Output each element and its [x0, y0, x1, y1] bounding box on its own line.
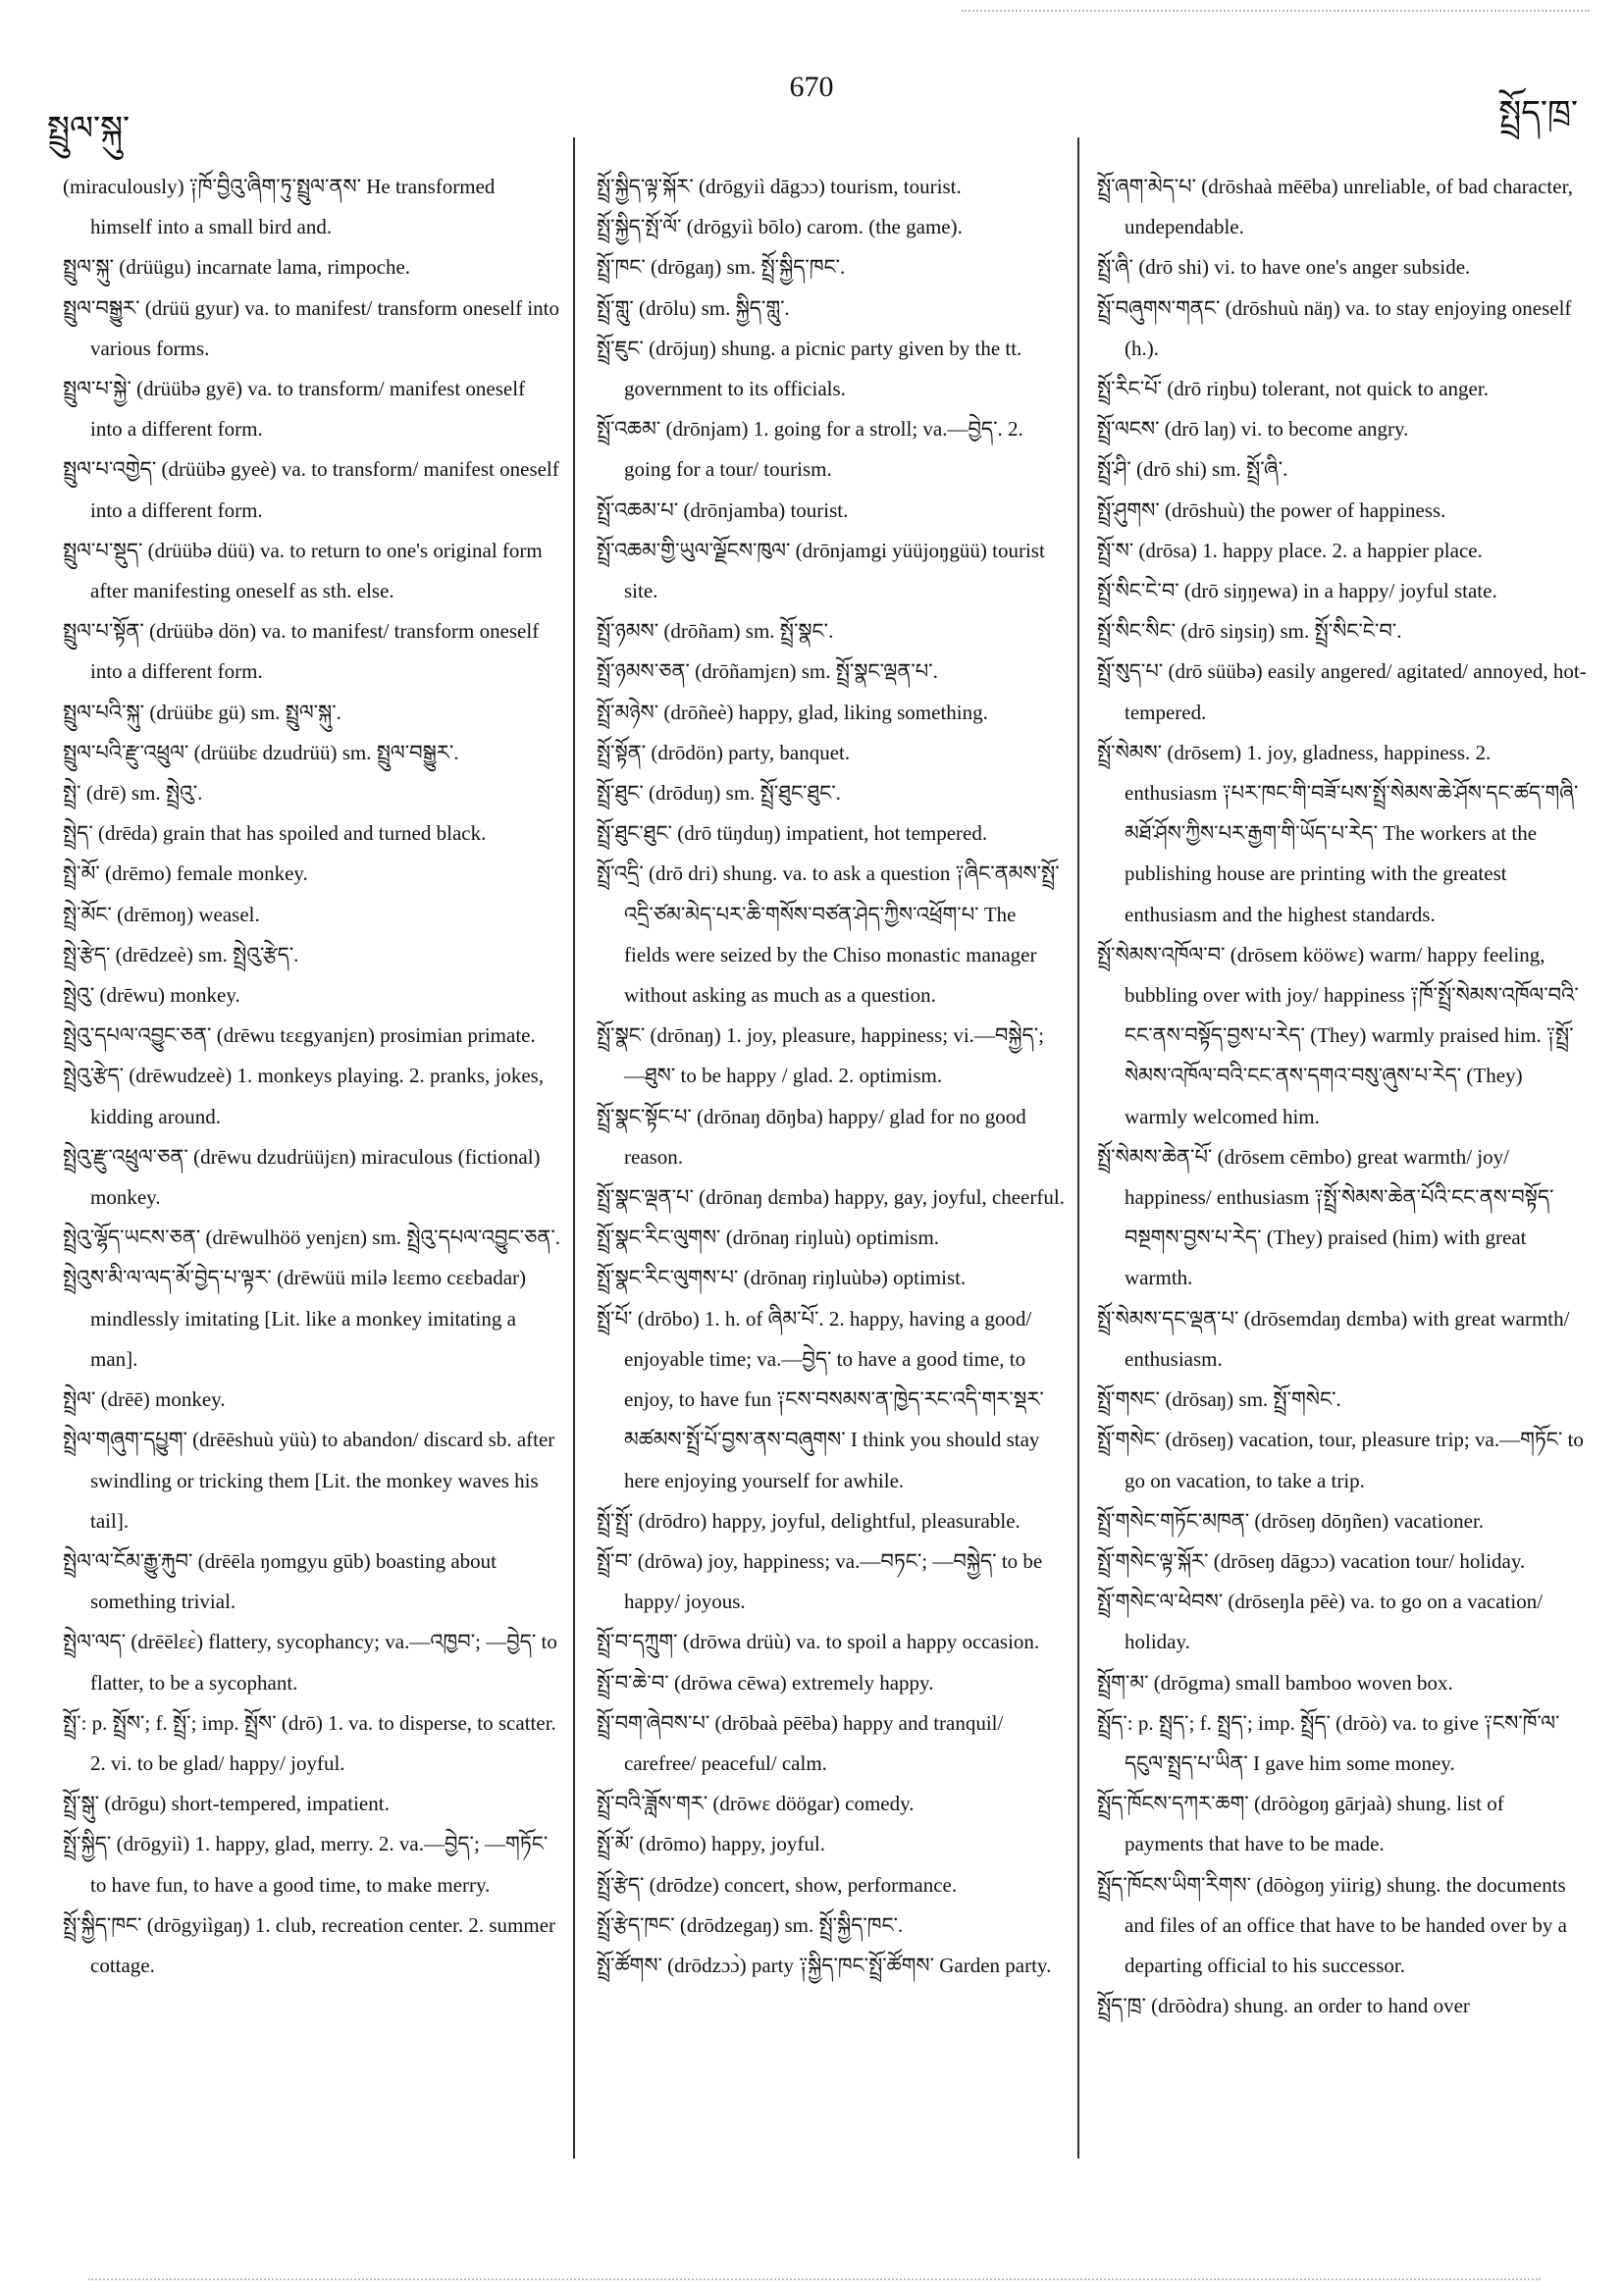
dictionary-entry: སྤྲོ་སྒུ་ (drōgu) short-tempered, impatient. — [63, 1792, 390, 1816]
dictionary-entry: སྤྲོད་ཁོངས་དཀར་ཆག་ (drōògoŋ gārjaà) shung. list of payments that have to be made. — [1097, 1792, 1504, 1856]
dictionary-entry: སྤྲོ་པོ་ (drōbo) 1. h. of ཞིམ་པོ་. 2. happy, having a good/ enjoyable time; va.—བྱེད་ to have a good time, to enjoy, to have fun ༑ངས་བསམས་ན་ཁྱེད་རང་འདི་གར་སྡར་མཚམས་སྤྲོ་པོ་བྱས་ནས་བཞུགས་ I think you should stay here enjoying yourself for awhile. — [597, 1306, 1044, 1492]
dictionary-entry: སྤྲོ་སྣང་སྟོང་པ་ (drōnaŋ dōŋba) happy/ glad for no good reason. — [597, 1104, 1026, 1169]
dictionary-entry: སྤྲོ་ཞག་མེད་པ་ (drōshaà mēēba) unreliable, of bad character, undependable. — [1097, 175, 1573, 239]
dictionary-entry: སྤྲོ་སྐྱིད་ལྟ་སྐོར་ (drōgyiì dāgɔɔ) tourism, tourist. — [597, 175, 962, 198]
dictionary-entry: སྤྲོག་མ་ (drōgma) small bamboo woven box. — [1097, 1670, 1453, 1695]
dictionary-entry: སྤྲོ་སེམས་ (drōsem) 1. joy, gladness, happiness. 2. enthusiasm ༑པར་ཁང་གི་བཟོ་པས་སྤྲོ་སེམས་ཆེ་ཤོས་དང་ཚད་གཞི་མཐོ་ཤོས་ཀྱིས་པར་རྒྱག་གི་ཡོད་པ་རེད་ The workers at the publishing house are printing with the greatest enthusiasm and the highest standards. — [1097, 740, 1579, 926]
dictionary-entry: སྤྲོ་མོ་ (drōmo) happy, joyful. — [597, 1832, 825, 1856]
dictionary-entry: སྤྲོ་སེམས་དང་ལྡན་པ་ (drōsemdaŋ dɛmba) with great warmth/ enthusiasm. — [1097, 1306, 1570, 1371]
page-number: 670 — [789, 71, 834, 103]
dictionary-entry: སྤྲོ་རྩེད་ཁང་ (drōdzegaŋ) sm. སྤྲོ་སྐྱིད་ཁང་. — [597, 1912, 904, 1937]
dictionary-entry: སྤྲོ་ཇུང་ (drōjuŋ) shung. a picnic party given by the tt. government to its officials. — [597, 336, 1022, 401]
dictionary-entry: སྤྲེད་ (drēda) grain that has spoiled and turned black. — [63, 821, 487, 846]
dictionary-entry: སྤྲོ་སྣང་ལྡན་པ་ (drōnaŋ dɛmba) happy, gay, joyful, cheerful. — [597, 1185, 1065, 1210]
dictionary-entry: སྤྲོ་ཚོགས་ (drōdzɔɔ̀) party ༑སྐྱིད་ཁང་སྤྲོ་ཚོགས་ Garden party. — [597, 1953, 1052, 1977]
dictionary-entry: སྤྲོ་སྟོན་ (drōdön) party, banquet. — [597, 740, 851, 764]
dictionary-entry: སྤྲེའུ་རྩེད་ (drēwudzeè) 1. monkeys playing. 2. pranks, jokes, kidding around. — [63, 1064, 545, 1128]
dictionary-entry: སྤྲོད་ཁོངས་ཡིག་རིགས་ (dōògoŋ yiirig) shung. the documents and files of an office that have to be handed over by a departing official to his successor. — [1097, 1872, 1567, 1977]
dictionary-entry: སྤྲོ་སྐྱིད་ (drōgyiì) 1. happy, glad, merry. 2. va.—བྱེད་; —གཏོང་ to have fun, to have a good time, to make merry. — [63, 1832, 549, 1897]
dictionary-entry: སྤྲེ་ (drē) sm. སྤྲེའུ་. — [63, 781, 203, 806]
dictionary-entry: སྤྲོ་ཤི་ (drō shi) sm. སྤྲོ་ཞི་. — [1097, 457, 1288, 482]
dictionary-entry: སྤྲོ་ཉམས་ (drōñam) sm. སྤྲོ་སྣང་. — [597, 619, 834, 644]
dictionary-entry: སྤྲོ་རིང་པོ་ (drō riŋbu) tolerant, not quick to anger. — [1097, 377, 1489, 401]
dictionary-entry: སྤྲོ་བ་ཆེ་བ་ (drōwa cēwa) extremely happy. — [597, 1670, 934, 1695]
dictionary-entry: སྤྲོ་བའི་ཟློས་གར་ (drōwɛ döögar) comedy. — [597, 1792, 915, 1816]
dictionary-entry: སྤྲོ་སྤྲོ་ (drōdro) happy, joyful, delightful, pleasurable. — [597, 1508, 1021, 1533]
dictionary-entry: སྤྲེའུ་ (drēwu) monkey. — [63, 983, 240, 1008]
dictionary-entry: སྤྲུལ་པའི་སྐུ་ (drüübɛ gü) sm. སྤྲུལ་སྐུ་. — [63, 700, 341, 724]
scan-top-dots — [962, 10, 1590, 12]
dictionary-entry: སྤྲོ་སིང་སིང་ (drō siŋsiŋ) sm. སྤྲོ་སིང་ངེ་བ་. — [1097, 619, 1402, 644]
dictionary-entry: སྤྲོ་ཞི་ (drō shi) vi. to have one's anger subside. — [1097, 255, 1471, 280]
dictionary-entry: སྤྲོ་སིང་ངེ་བ་ (drō siŋŋewa) in a happy/ joyful state. — [1097, 579, 1497, 603]
dictionary-entry: སྤྲེ་རྩེད་ (drēdzeè) sm. སྤྲེའུ་རྩེད་. — [63, 942, 299, 966]
dictionary-column-1 — [63, 167, 561, 1986]
dictionary-entry: སྤྲོ་ལངས་ (drō laŋ) vi. to become angry. — [1097, 417, 1409, 442]
dictionary-entry: སྤྲེལ་གཞུག་དཔྱུག་ (drēēshuù yüù) to abandon/ discard sb. after swindling or tricking them [Lit. the monkey waves his tail]. — [63, 1428, 555, 1533]
dictionary-entry: སྤྲེ་མོ་ (drēmo) female monkey. — [63, 861, 308, 886]
dictionary-entry: སྤྲེའུ་རྫུ་འཕྲུལ་ཅན་ (drēwu dzudrüüjɛn) miraculous (fictional) monkey. — [63, 1144, 541, 1210]
dictionary-entry: སྤྲེལ་ལད་ (drēēlɛɛ̀) flattery, sycophancy; va.—འཁྱབ་; —བྱེད་ to flatter, to be a sycophant. — [63, 1630, 557, 1695]
dictionary-entry: སྤྲོ་ཤུགས་ (drōshuù) the power of happiness. — [1097, 497, 1446, 522]
dictionary-entry: སྤྲོ་འཆམ་པ་ (drōnjamba) tourist. — [597, 497, 849, 522]
dictionary-entry: སྤྲུལ་པ་སྐྱེ་ (drüübə gyē) va. to transform/ manifest oneself into a different form. — [63, 377, 526, 442]
dictionary-entry: སྤྲོ་འཆམ་ (drōnjam) 1. going for a stroll; va.—བྱེད་. 2. going for a tour/ tourism. — [597, 417, 1023, 482]
dictionary-entry: སྤྲོ་སེམས་འཁོལ་བ་ (drōsem kööwɛ) warm/ happy feeling, bubbling over with joy/ happiness ༑ཁོ་སྤྲོ་སེམས་འཁོལ་བའི་ངང་ནས་བསྟོད་བྱས་པ་རེད་ (They) warmly praised him. ༑སྤྲོ་སེམས་འཁོལ་བའི་ངང་ནས་དགའ་བསུ་ཞུས་པ་རེད་ (They) warmly welcomed him. — [1097, 942, 1579, 1128]
header-left-guideword: སྤྲུལ་སྐུ་ — [47, 111, 131, 147]
dictionary-entry: སྤྲོ་གསེང་ལྟ་སྐོར་ (drōseŋ dāgɔɔ) vacation tour/ holiday. — [1097, 1548, 1526, 1573]
dictionary-entry: སྤྲོ་གསེང་ལ་ཕེབས་ (drōseŋla pēè) va. to go on a vacation/ holiday. — [1097, 1590, 1544, 1654]
dictionary-entry: སྤྲོ་སྣང་རིང་ལུགས་ (drōnaŋ riŋluù) optimism. — [597, 1226, 940, 1250]
dictionary-entry: སྤྲོ་སྣང་རིང་ལུགས་པ་ (drōnaŋ riŋluùbə) optimist. — [597, 1266, 967, 1290]
dictionary-entry: སྤྲོད་ཁྲ་ (drōòdra) shung. an order to hand over — [1097, 1994, 1470, 2018]
dictionary-entry: སྤྲེ་མོང་ (drēmoŋ) weasel. — [63, 902, 260, 926]
dictionary-entry: སྤྲོ་སྐྱིད་ཁང་ (drōgyiìgaŋ) 1. club, recreation center. 2. summer cottage. — [63, 1912, 556, 1977]
dictionary-entry: སྤྲེལ་ (drēē) monkey. — [63, 1387, 226, 1412]
dictionary-entry: སྤྲུལ་སྐུ་ (drüügu) incarnate lama, rimpoche. — [63, 255, 411, 280]
dictionary-entry: སྤྲེའུ་ལྷོད་ཡངས་ཅན་ (drēwulhöö yenjɛn) sm. སྤྲེའུ་དཔལ་འབྱུང་ཅན་. — [63, 1226, 561, 1250]
dictionary-entry: སྤྲོ་སུད་པ་ (drō süübə) easily angered/ agitated/ annoyed, hot-tempered. — [1097, 659, 1587, 724]
dictionary-entry: སྤྲོ་འཆམ་གྱི་ཡུལ་ལྗོངས་ཁུལ་ (drōnjamgi yüüjoŋgüü) tourist site. — [597, 538, 1045, 603]
dictionary-entry: སྤྲུལ་པ་འགྱེད་ (drüübə gyeè) va. to transform/ manifest oneself into a different form. — [63, 457, 559, 522]
scan-bottom-dots — [88, 2278, 1541, 2280]
dictionary-entry: སྤྲོ་ཁང་ (drōgaŋ) sm. སྤྲོ་སྐྱིད་ཁང་. — [597, 255, 846, 280]
dictionary-entry: སྤྲོ་ཉམས་ཅན་ (drōñamjɛn) sm. སྤྲོ་སྣང་ལྡན་པ་. — [597, 659, 938, 684]
dictionary-entry: སྤྲོ་གསེང་ (drōseŋ) vacation, tour, pleasure trip; va.—གཏོང་ to go on vacation, to take a trip. — [1097, 1428, 1584, 1492]
dictionary-entry: སྤྲེལ་ལ་ངོམ་རྒྱུ་རྐུབ་ (drēēla ŋomgyu gūb) boasting about something trivial. — [63, 1548, 497, 1614]
dictionary-entry: སྤྲུལ་པ་སྡུད་ (drüübə düü) va. to return to one's original form after manifesting oneself as sth. else. — [63, 538, 543, 603]
dictionary-entry: སྤྲོ་ཐུང་ཐུང་ (drō tüŋduŋ) impatient, hot tempered. — [597, 821, 988, 846]
dictionary-entry: སྤྲེའུ་དཔལ་འབྱུང་ཅན་ (drēwu tɛɛgyanjɛn) prosimian primate. — [63, 1023, 536, 1048]
dictionary-entry: སྤྲེའུས་མི་ལ་ལད་མོ་བྱེད་པ་ལྟར་ (drēwüü milə lɛɛmo cɛɛbadar) mindlessly imitating [Lit. like a monkey imitating a man]. — [63, 1266, 527, 1371]
dictionary-entry: (miraculously) ༑ཁོ་བྱིའུ་ཞིག་ཏུ་སྤྲུལ་ནས་ He transformed himself into a small bird and. — [63, 175, 496, 239]
dictionary-entry: སྤྲོ་བ་ (drōwa) joy, happiness; va.—བཏང་; —བསྐྱེད་ to be happy/ joyous. — [597, 1548, 1043, 1614]
dictionary-entry: སྤྲོ་མཉེས་ (drōñeè) happy, glad, liking something. — [597, 700, 988, 724]
dictionary-entry: སྤྲོ་སྐྱིད་སྤོ་ལོ་ (drōgyiì bōlo) carom. (the game). — [597, 215, 963, 239]
dictionary-entry: སྤྲོ་སྣང་ (drōnaŋ) 1. joy, pleasure, happiness; vi.—བསྐྱེད་; —ཐུས་ to be happy / glad. 2. optimism. — [597, 1023, 1044, 1088]
dictionary-entry: སྤྲོ་རྩེད་ (drōdze) concert, show, performance. — [597, 1872, 958, 1897]
dictionary-entry: སྤྲོ་བ་དཀྲུག་ (drōwa drüù) va. to spoil a happy occasion. — [597, 1630, 1040, 1654]
dictionary-entry: སྤྲོ་གསེང་གཏོང་མཁན་ (drōseŋ dōŋñen) vacationer. — [1097, 1508, 1485, 1533]
column-divider-2 — [1077, 137, 1079, 2159]
dictionary-entry: སྤྲོ་གླུ་ (drōlu) sm. སྐྱིད་གླུ་. — [597, 295, 790, 320]
dictionary-column-2 — [597, 167, 1066, 1986]
header-right-guideword: སྤྲོད་ཁྲ་ — [1498, 95, 1578, 131]
dictionary-entry: སྤྲོ་གསང་ (drōsaŋ) sm. སྤྲོ་གསེང་. — [1097, 1387, 1341, 1412]
dictionary-entry: སྤྲོ་ཐུང་ (drōduŋ) sm. སྤྲོ་ཐུང་ཐུང་. — [597, 781, 841, 806]
dictionary-entry: སྤྲོ་: p. སྤྲོས་; f. སྤྲོ་; imp. སྤྲོས་ (drō) 1. va. to disperse, to scatter. 2. vi. to be glad/ happy/ joyful. — [63, 1710, 556, 1775]
dictionary-entry: སྤྲུལ་པའི་རྫུ་འཕྲུལ་ (drüübɛ dzudrüü) sm. སྤྲུལ་བསྒྱུར་. — [63, 740, 459, 764]
dictionary-column-3 — [1097, 167, 1588, 2026]
dictionary-entry: སྤྲོ་བག་ཞེབས་པ་ (drōbaà pēēba) happy and tranquil/ carefree/ peaceful/ calm. — [597, 1710, 1004, 1775]
column-divider-1 — [573, 137, 575, 2159]
dictionary-entry: སྤྲུལ་བསྒྱུར་ (drüü gyur) va. to manifest/ transform oneself into various forms. — [63, 295, 560, 360]
dictionary-entry: སྤྲོ་བཞུགས་གནང་ (drōshuù näŋ) va. to stay enjoying oneself (h.). — [1097, 295, 1572, 360]
dictionary-entry: སྤྲོད་: p. སྤྲད་; f. སྤྲད་; imp. སྤྲོད་ (drōò) va. to give ༑ངས་ཁོ་ལ་དངུལ་སྤྲད་པ་ཡིན་ I gave him some money. — [1097, 1710, 1560, 1775]
dictionary-entry: སྤྲོ་ས་ (drōsa) 1. happy place. 2. a happier place. — [1097, 538, 1483, 562]
dictionary-entry: སྤྲོ་སེམས་ཆེན་པོ་ (drōsem cēmbo) great warmth/ joy/ happiness/ enthusiasm ༑སྤྲོ་སེམས་ཆེན་པོའི་ངང་ནས་བསྟོད་བསྔགས་བྱས་པ་རེད་ (They) praised (him) with great warmth. — [1097, 1144, 1554, 1290]
dictionary-entry: སྤྲོ་འདྲི་ (drō dri) shung. va. to ask a question ༑ཞིང་ནམས་སྤྲོ་འདྲི་ཙམ་མེད་པར་ཆི་གསོས་བཙན་ཤེད་ཀྱིས་འཕྲོག་པ་ The fields were seized by the Chiso monastic manager without asking as much as a question. — [597, 861, 1060, 1008]
dictionary-entry: སྤྲུལ་པ་སྟོན་ (drüübə dön) va. to manifest/ transform oneself into a different form. — [63, 619, 540, 684]
